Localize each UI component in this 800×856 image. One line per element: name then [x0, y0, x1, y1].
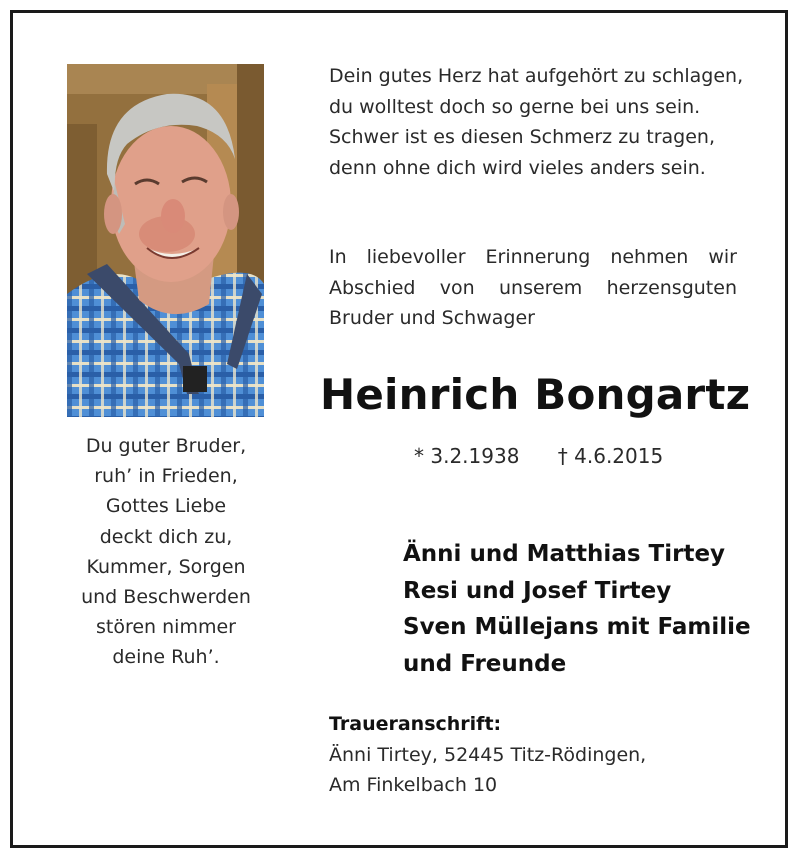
verse-line: ruh’ in Frieden,	[94, 465, 238, 488]
portrait-photo	[67, 64, 264, 417]
farewell-intro	[329, 242, 737, 334]
mourning-address	[329, 709, 646, 801]
mourner-line: und Freunde	[403, 650, 567, 677]
verse-line: Du guter Bruder,	[85, 435, 247, 457]
verse-line: stören nimmer	[96, 616, 236, 639]
memorial-poem	[329, 61, 743, 183]
poem-line: Dein gutes Herz hat aufgehört zu schlagen,	[329, 65, 744, 87]
poem-line: denn ohne dich wird vieles anders sein.	[329, 156, 706, 179]
memorial-verse	[58, 431, 274, 673]
birth-date: * 3.2.1938	[414, 444, 520, 468]
verse-line: und Beschwerden	[81, 586, 251, 609]
verse-line: Gottes Liebe	[105, 495, 227, 518]
address-label: Traueranschrift:	[329, 713, 502, 735]
poem-line: du wolltest doch so gerne bei uns sein.	[329, 95, 701, 118]
intro-line: Bruder und Schwager	[329, 307, 535, 329]
verse-line: deckt dich zu,	[99, 525, 233, 548]
death-date: † 4.6.2015	[557, 444, 664, 468]
mourner-line: Resi und Josef Tirtey	[403, 577, 672, 604]
verse-line: Kummer, Sorgen	[86, 555, 246, 578]
mourners-list	[403, 536, 751, 682]
mourner-line: Änni und Matthias Tirtey	[403, 541, 726, 567]
deceased-name: Heinrich Bongartz	[320, 370, 751, 419]
intro-line: In liebevoller Erinnerung nehmen wir	[329, 246, 737, 268]
address-line-1: Änni Tirtey, 52445 Titz-Rödingen,	[329, 743, 647, 766]
poem-line: Schwer ist es diesen Schmerz zu tragen,	[329, 126, 715, 148]
mourner-line: Sven Müllejans mit Familie	[403, 614, 751, 640]
intro-line: Abschied von unserem herzensguten	[329, 276, 737, 299]
address-line-2: Am Finkelbach 10	[329, 774, 498, 796]
verse-line: deine Ruh’.	[112, 646, 220, 669]
life-dates	[414, 444, 663, 468]
